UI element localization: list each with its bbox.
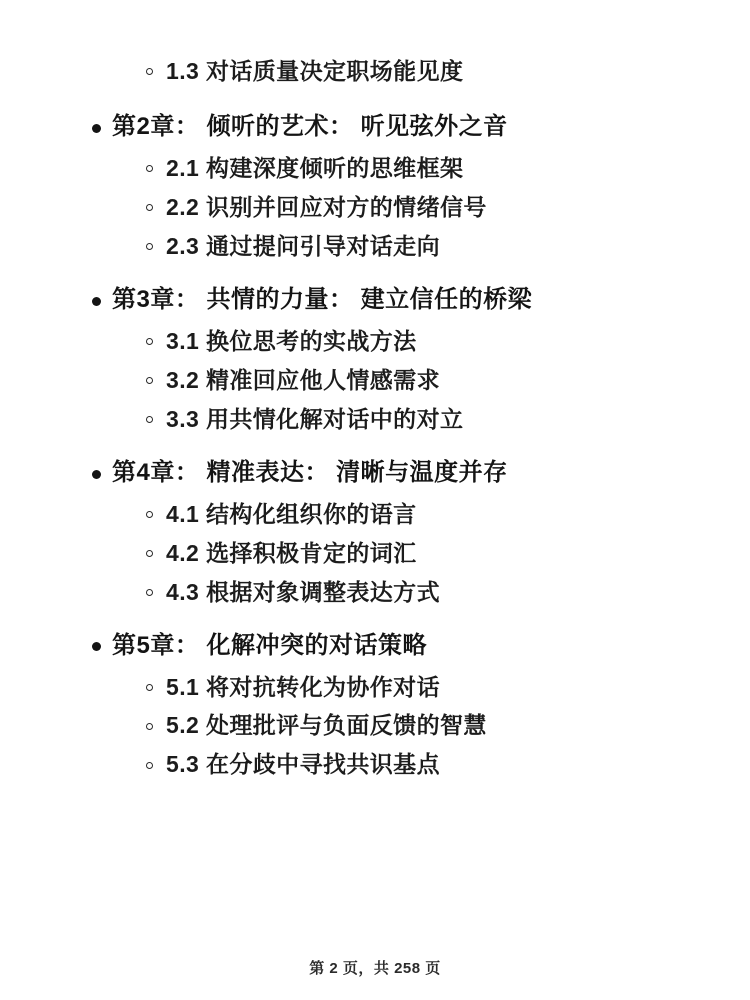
toc-section-label: 2.1 构建深度倾听的思维框架 (166, 154, 464, 181)
toc-chapter-item[interactable] (60, 282, 690, 318)
toc-section-label: 5.2 处理批评与负面反馈的智慧 (166, 712, 487, 739)
hollow-bullet-icon (146, 589, 153, 596)
hollow-bullet-icon (146, 550, 153, 557)
toc-chapter-item[interactable] (60, 109, 690, 145)
toc-section-label: 1.3 对话质量决定职场能见度 (166, 58, 464, 84)
toc-chapter-label: 第5章： 化解冲突的对话策略 (112, 631, 428, 659)
toc-section-item[interactable] (60, 497, 690, 532)
toc-section-label: 3.2 精准回应他人情感需求 (166, 366, 440, 393)
toc-section-label: 2.3 通过提问引导对话走向 (166, 232, 440, 259)
toc-section-label: 5.3 在分歧中寻找共识基点 (166, 751, 440, 778)
toc-group (60, 54, 690, 89)
toc-section-label: 4.1 结构化组织你的语言 (166, 500, 417, 527)
filled-bullet-icon (92, 124, 101, 133)
toc-section-label: 2.2 识别并回应对方的情绪信号 (166, 193, 487, 220)
toc-section-item[interactable] (60, 229, 690, 264)
toc-section-item[interactable] (60, 402, 690, 437)
toc-section-label: 3.1 换位思考的实战方法 (166, 327, 417, 354)
toc-section-item[interactable] (60, 151, 690, 186)
toc-group (60, 282, 690, 437)
toc-chapter-label: 第4章： 精准表达： 清晰与温度并存 (112, 458, 508, 486)
hollow-bullet-icon (146, 416, 153, 423)
toc-section-item[interactable] (60, 363, 690, 398)
hollow-bullet-icon (146, 68, 153, 75)
toc-section-item[interactable] (60, 575, 690, 610)
hollow-bullet-icon (146, 762, 153, 769)
toc-section-item[interactable] (60, 708, 690, 743)
toc-section-label: 4.2 选择积极肯定的词汇 (166, 539, 417, 566)
toc-chapter-label: 第2章： 倾听的艺术： 听见弦外之音 (112, 112, 508, 140)
page-top-spacer (60, 40, 690, 54)
filled-bullet-icon (92, 642, 101, 651)
toc-chapter-item[interactable] (60, 455, 690, 491)
toc-section-item[interactable] (60, 190, 690, 225)
hollow-bullet-icon (146, 377, 153, 384)
filled-bullet-icon (92, 297, 101, 306)
hollow-bullet-icon (146, 684, 153, 691)
toc-section-label: 4.3 根据对象调整表达方式 (166, 578, 440, 605)
toc-section-item[interactable] (60, 670, 690, 705)
toc-section-label: 5.1 将对抗转化为协作对话 (166, 673, 440, 700)
toc-section-item[interactable] (60, 536, 690, 571)
filled-bullet-icon (92, 470, 101, 479)
page-footer: 第 2 页，共 258 页 (309, 960, 441, 977)
hollow-bullet-icon (146, 243, 153, 250)
toc-section-label: 3.3 用共情化解对话中的对立 (166, 405, 464, 432)
toc-group (60, 109, 690, 264)
hollow-bullet-icon (146, 338, 153, 345)
toc-section-item[interactable] (60, 747, 690, 782)
hollow-bullet-icon (146, 723, 153, 730)
hollow-bullet-icon (146, 165, 153, 172)
toc-section-item[interactable] (60, 324, 690, 359)
hollow-bullet-icon (146, 511, 153, 518)
hollow-bullet-icon (146, 204, 153, 211)
table-of-contents (60, 54, 690, 782)
toc-chapter-item[interactable] (60, 628, 690, 664)
toc-chapter-label: 第3章： 共情的力量： 建立信任的桥梁 (112, 285, 533, 313)
toc-group (60, 628, 690, 783)
toc-section-item[interactable] (60, 54, 690, 89)
toc-group (60, 455, 690, 610)
